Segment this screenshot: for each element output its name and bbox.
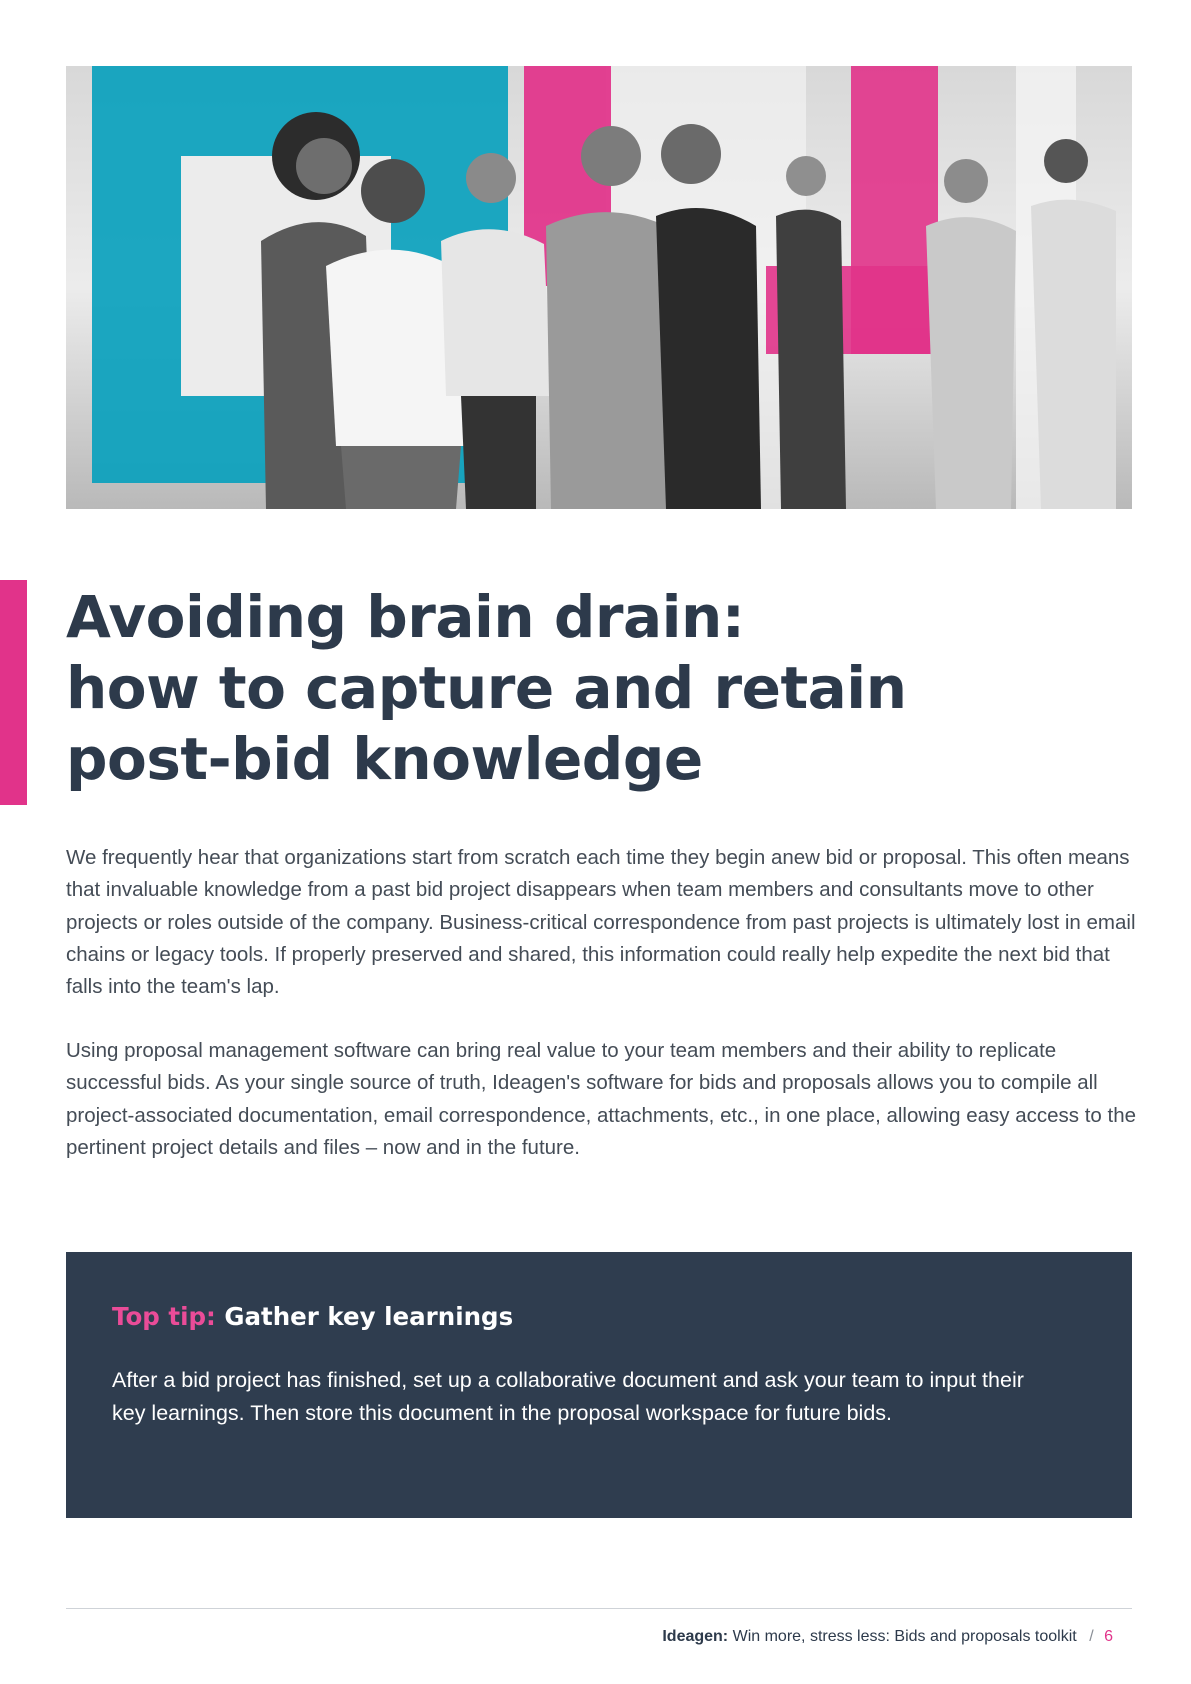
- hero-photo: [66, 66, 1132, 509]
- accent-bar: [0, 580, 27, 805]
- footer-brand: Ideagen:: [662, 1628, 729, 1645]
- footer-separator: /: [1089, 1628, 1094, 1645]
- footer-doc-title: Win more, stress less: Bids and proposals toolkit: [732, 1628, 1077, 1645]
- top-tip-title: Gather key learnings: [224, 1302, 514, 1331]
- hero-illustration: [66, 66, 1132, 509]
- top-tip-heading: [112, 1302, 513, 1331]
- footer-divider: [66, 1608, 1132, 1609]
- body-paragraph-1: We frequently hear that organizations start from scratch each time they begin anew bid or proposal. This often means that invaluable knowledge from a past bid project disappears when team members and consultants move to other projects or roles outside of the company. Business-critical correspondence from past projects is ultimately lost in email chains or legacy tools. If properly preserved and shared, this information could really help expedite the next bid that falls into the team's lap.: [66, 846, 1136, 999]
- title-line-2: how to capture and retain: [66, 654, 907, 722]
- footer: [662, 1628, 1113, 1646]
- body-paragraph-2: Using proposal management software can bring real value to your team members and their ability to replicate successful bids. As your single source of truth, Ideagen's software for bids and proposals allows you to compile all project-associated documentation, email correspondence, attachments, etc., in one place, allowing easy access to the pertinent project details and files – now and in the future.: [66, 1039, 1137, 1159]
- top-tip-label: Top tip:: [112, 1302, 216, 1331]
- page-title: [66, 582, 1086, 795]
- top-tip-body: After a bid project has finished, set up a collaborative document and ask your team to input their key learnings. Then store this document in the proposal workspace for future bids.: [112, 1368, 1024, 1425]
- top-tip-box: [66, 1252, 1132, 1518]
- title-line-3: post-bid knowledge: [66, 725, 703, 793]
- title-line-1: Avoiding brain drain:: [66, 583, 745, 651]
- page-number: 6: [1104, 1628, 1113, 1645]
